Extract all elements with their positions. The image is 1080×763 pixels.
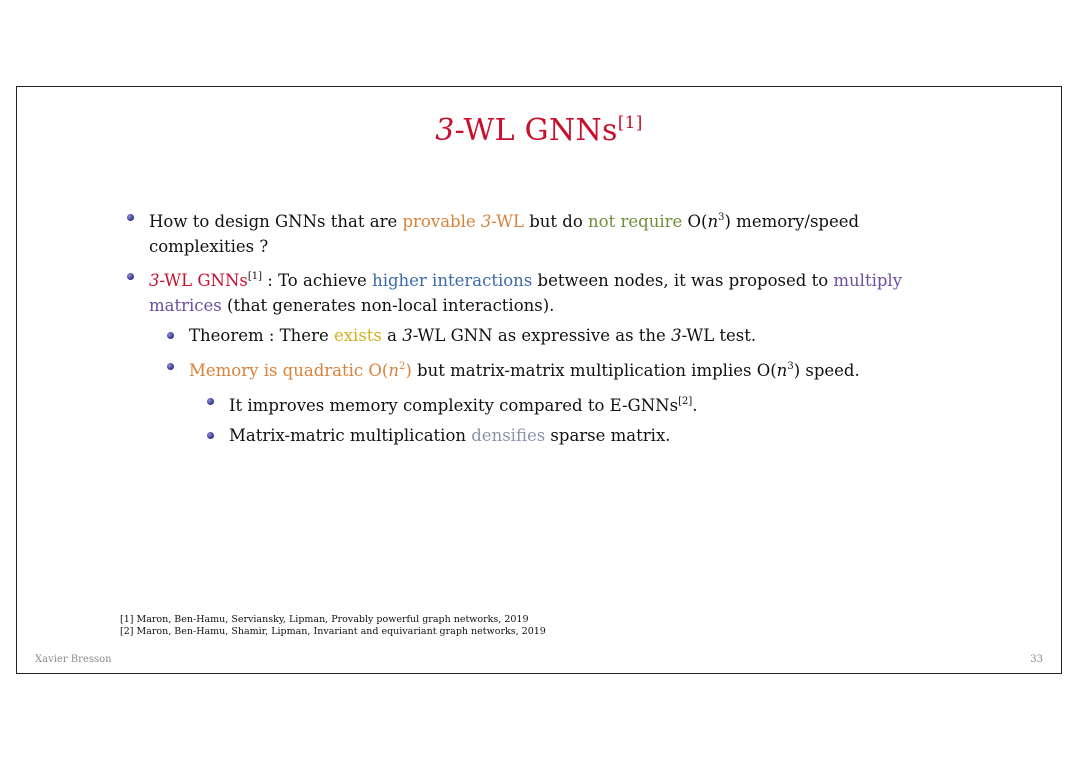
- slide-title: 3-WL GNNs[1]: [435, 113, 643, 148]
- bullet-item-3: Theorem : There exists a 3-WL GNN as expressive as the 3-WL test.: [125, 323, 945, 348]
- bullet-list: [125, 205, 945, 453]
- bullet-item-4: Memory is quadratic $O(n^2)$ but matrix-matrix multiplication implies $O(n^3)$ speed.: [125, 354, 945, 383]
- bullet-icon: [127, 214, 134, 221]
- bullet-icon: [127, 273, 134, 280]
- bullet-icon: [207, 398, 214, 405]
- references: [120, 614, 546, 638]
- title-citation: [1]: [617, 113, 643, 133]
- bullet-item-2: 3-WL GNNs[1] : To achieve higher interactions between nodes, it was proposed to multiply matrices (that generates non-local interactions).: [125, 264, 945, 318]
- bullet-item-1: How to design GNNs that are provable 3-WL but do not require $O(n^3)$ memory/speed complexities ?: [125, 205, 945, 259]
- bullet-item-5: It improves memory complexity compared to E-GNNs[2].: [125, 389, 945, 418]
- bullet-item-6: Matrix-matric multiplication densifies sparse matrix.: [125, 423, 945, 448]
- footer-author: Xavier Bresson: [35, 654, 112, 665]
- bullet-icon: [167, 332, 174, 339]
- slide: [16, 86, 1062, 674]
- bullet-icon: [167, 363, 174, 370]
- reference-1: [1] Maron, Ben-Hamu, Serviansky, Lipman, Provably powerful graph networks, 2019: [120, 614, 529, 625]
- page-number: 33: [1030, 654, 1043, 665]
- bullet-icon: [207, 432, 214, 439]
- reference-2: [2] Maron, Ben-Hamu, Shamir, Lipman, Invariant and equivariant graph networks, 2019: [120, 626, 546, 637]
